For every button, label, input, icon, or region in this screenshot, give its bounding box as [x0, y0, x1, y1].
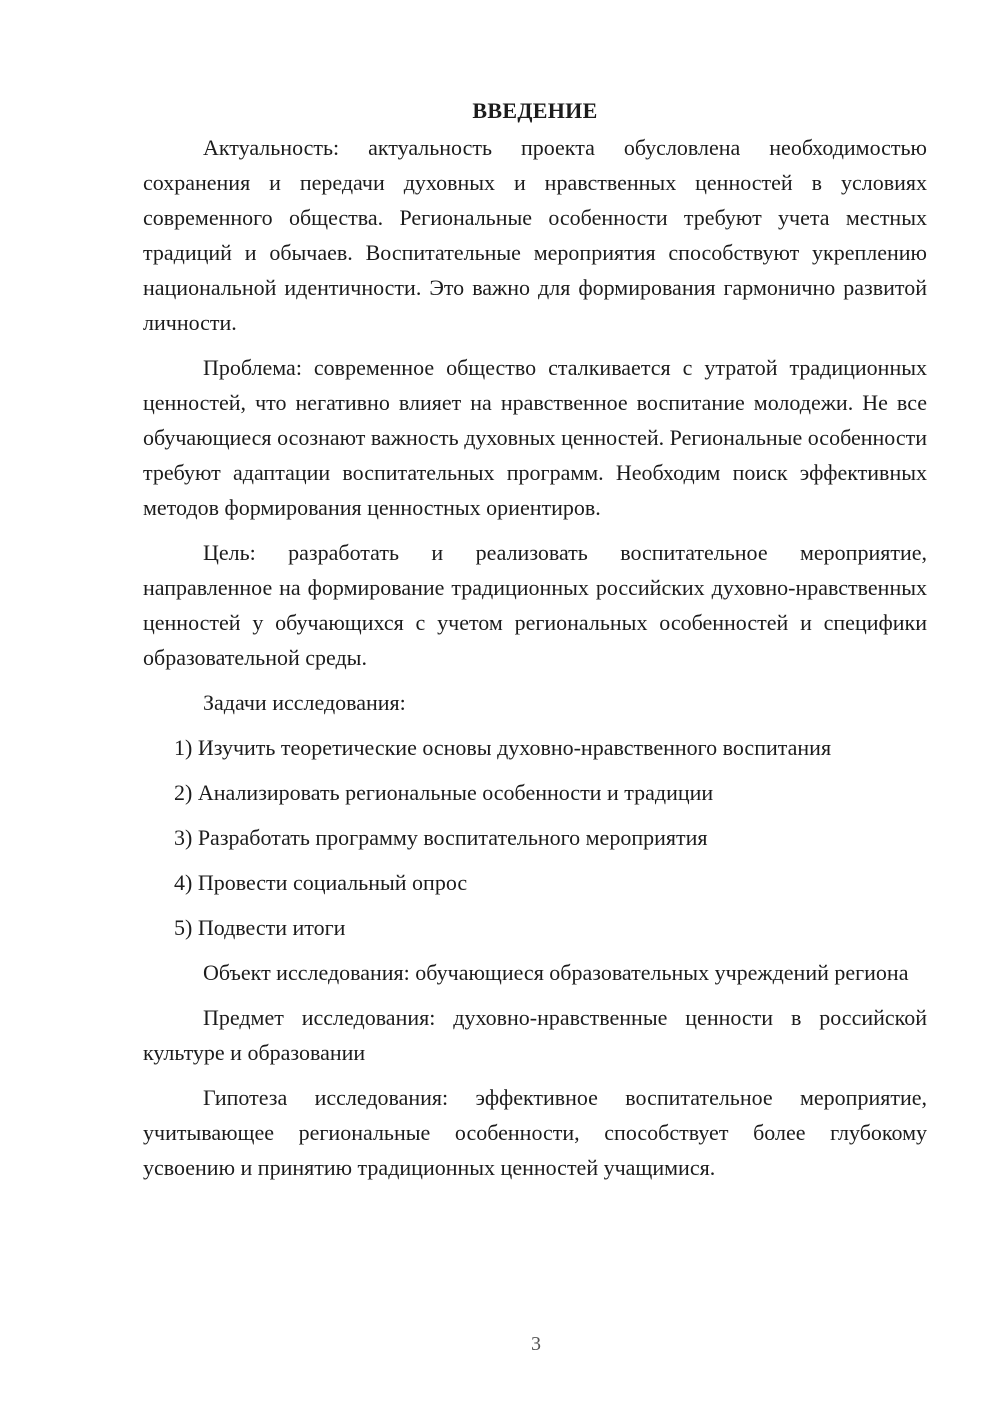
task-item: 4) Провести социальный опрос — [174, 870, 468, 895]
section-title: ВВЕДЕНИЕ — [472, 98, 598, 123]
relevance-paragraph: Актуальность: актуальность проекта обусловлена необходимостью сохранения и передачи духовных и нравственных ценностей в условиях современного общества. Региональные особенности требуют учета местных традиций и обычаев. Воспитательные мероприятия способствуют укреплению национальной идентичности. Это важно для формирования гармонично развитой личности. — [143, 135, 927, 335]
subject-paragraph: Предмет исследования: духовно-нравственные ценности в российской культуре и образовании — [143, 1005, 927, 1065]
task-item: 3) Разработать программу воспитательного мероприятия — [174, 825, 708, 850]
page-number: 3 — [531, 1333, 541, 1355]
problem-paragraph: Проблема: современное общество сталкивается с утратой традиционных ценностей, что негативно влияет на нравственное воспитание молодежи. Не все обучающиеся осознают важность духовных ценностей. Региональные особенности требуют адаптации воспитательных программ. Необходим поиск эффективных методов формирования ценностных ориентиров. — [143, 355, 927, 520]
task-item: 1) Изучить теоретические основы духовно-нравственного воспитания — [174, 735, 832, 760]
tasks-list — [143, 730, 927, 945]
tasks-heading: Задачи исследования: — [203, 690, 406, 715]
document-page — [143, 96, 927, 1195]
hypothesis-paragraph: Гипотеза исследования: эффективное воспитательное мероприятие, учитывающее региональные особенности, способствует более глубокому усвоению и принятию традиционных ценностей учащимися. — [143, 1085, 927, 1180]
object-paragraph: Объект исследования: обучающиеся образовательных учреждений региона — [203, 960, 909, 985]
task-item: 5) Подвести итоги — [174, 915, 346, 940]
goal-paragraph: Цель: разработать и реализовать воспитательное мероприятие, направленное на формирование традиционных российских духовно-нравственных ценностей у обучающихся с учетом региональных особенностей и специфики образовательной среды. — [143, 540, 927, 670]
task-item: 2) Анализировать региональные особенности и традиции — [174, 780, 714, 805]
